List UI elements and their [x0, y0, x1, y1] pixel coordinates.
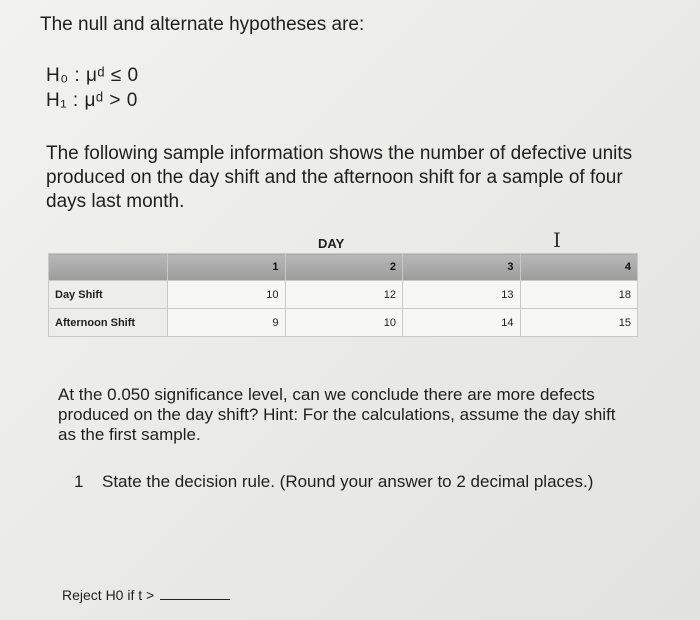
table-header-row: [49, 254, 638, 281]
cell-value: 10: [168, 281, 286, 309]
item-number: 1: [74, 472, 84, 491]
header-day-3: 3: [403, 254, 521, 281]
cell-value: 13: [403, 281, 521, 309]
header-day-2: 2: [285, 254, 403, 281]
row-label-day-shift: Day Shift: [49, 281, 168, 309]
cell-value: 12: [285, 281, 403, 309]
defects-table: [48, 253, 638, 337]
cell-value: 15: [520, 309, 638, 337]
cell-value: 14: [403, 309, 521, 337]
header-day-1: 1: [168, 254, 286, 281]
header-day-4: 4: [520, 254, 638, 281]
section-heading: The null and alternate hypotheses are:: [40, 14, 365, 35]
table-row: [49, 309, 638, 337]
alternate-hypothesis: H₁ : μᵈ > 0: [46, 90, 138, 111]
decision-rule-label: Reject H0 if t >: [62, 587, 155, 603]
null-hypothesis: H₀ : μᵈ ≤ 0: [46, 65, 139, 86]
cell-value: 10: [285, 309, 403, 337]
header-empty-cell: [49, 254, 168, 281]
cell-value: 9: [168, 309, 286, 337]
cell-value: 18: [520, 281, 638, 309]
question-paragraph: At the 0.050 significance level, can we conclude there are more defects produced on the day shift? Hint: For the calculations, assume the day shift as the first sample.: [58, 385, 616, 444]
table-row: [49, 281, 638, 309]
table-title: DAY: [318, 236, 345, 251]
decision-rule-answer-blank[interactable]: [160, 587, 230, 600]
text-cursor-icon: I: [553, 228, 561, 252]
decision-rule-line: [62, 587, 230, 603]
row-label-afternoon-shift: Afternoon Shift: [49, 309, 168, 337]
item-instruction: State the decision rule. (Round your answer to 2 decimal places.): [102, 472, 594, 491]
intro-paragraph: The following sample information shows the number of defective units produced on the day shift and the afternoon shift for a sample of four days last month.: [46, 143, 633, 212]
